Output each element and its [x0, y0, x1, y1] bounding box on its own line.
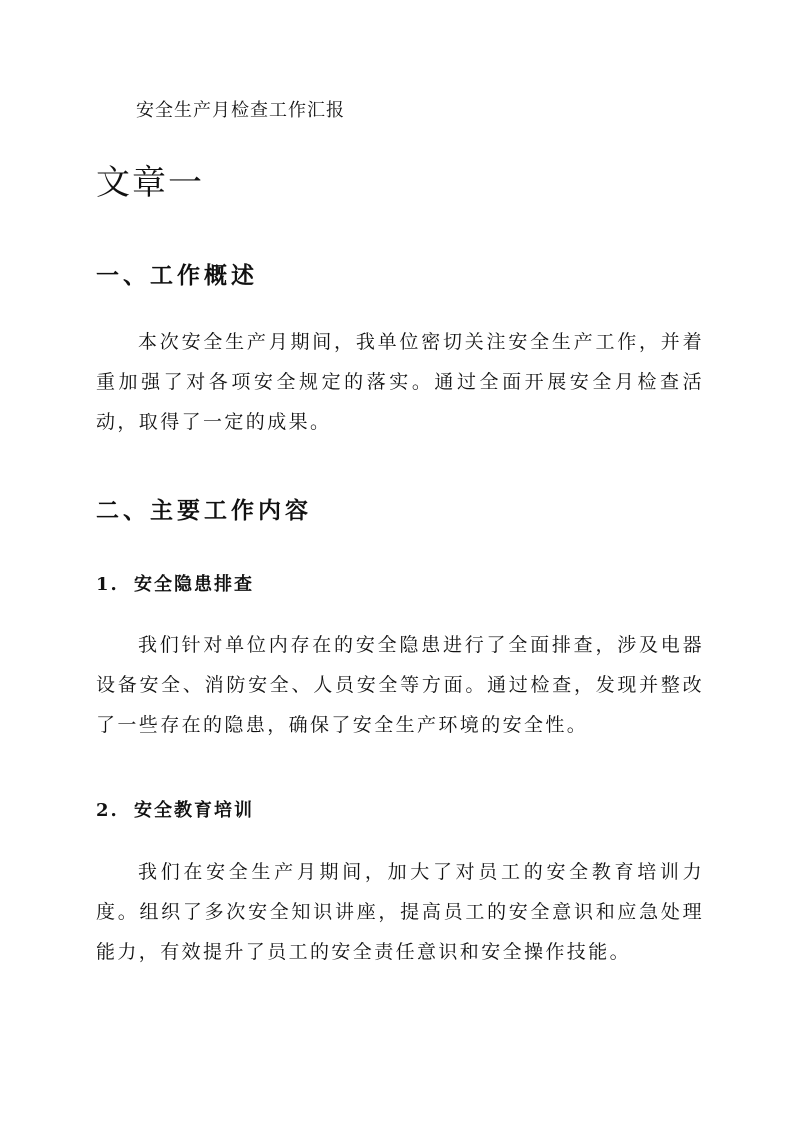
section-heading-overview: 一、工作概述 — [96, 262, 258, 289]
document-subtitle: 安全生产月检查工作汇报 — [136, 100, 345, 121]
subsection-heading-hazard-inspection — [96, 570, 254, 596]
safety-training-paragraph: 我们在安全生产月期间，加大了对员工的安全教育培训力度。组织了多次安全知识讲座，提高员工的安全意识和应急处理能力，有效提升了员工的安全责任意识和安全操作技能。 — [96, 861, 704, 963]
overview-paragraph: 本次安全生产月期间，我单位密切关注安全生产工作，并着重加强了对各项安全规定的落实。通过全面开展安全月检查活动，取得了一定的成果。 — [96, 331, 704, 433]
hazard-inspection-paragraph: 我们针对单位内存在的安全隐患进行了全面排查，涉及电器设备安全、消防安全、人员安全等方面。通过检查，发现并整改了一些存在的隐患，确保了安全生产环境的安全性。 — [96, 634, 704, 736]
article-title: 文章一 — [96, 163, 204, 203]
subsection-heading-safety-training — [96, 796, 254, 822]
section-heading-main-work: 二、主要工作内容 — [96, 497, 312, 524]
subsection-number: 1. — [96, 574, 119, 595]
subsection-title: 安全教育培训 — [134, 800, 254, 821]
subsection-number: 2. — [96, 800, 119, 821]
subsection-title: 安全隐患排查 — [134, 574, 254, 595]
